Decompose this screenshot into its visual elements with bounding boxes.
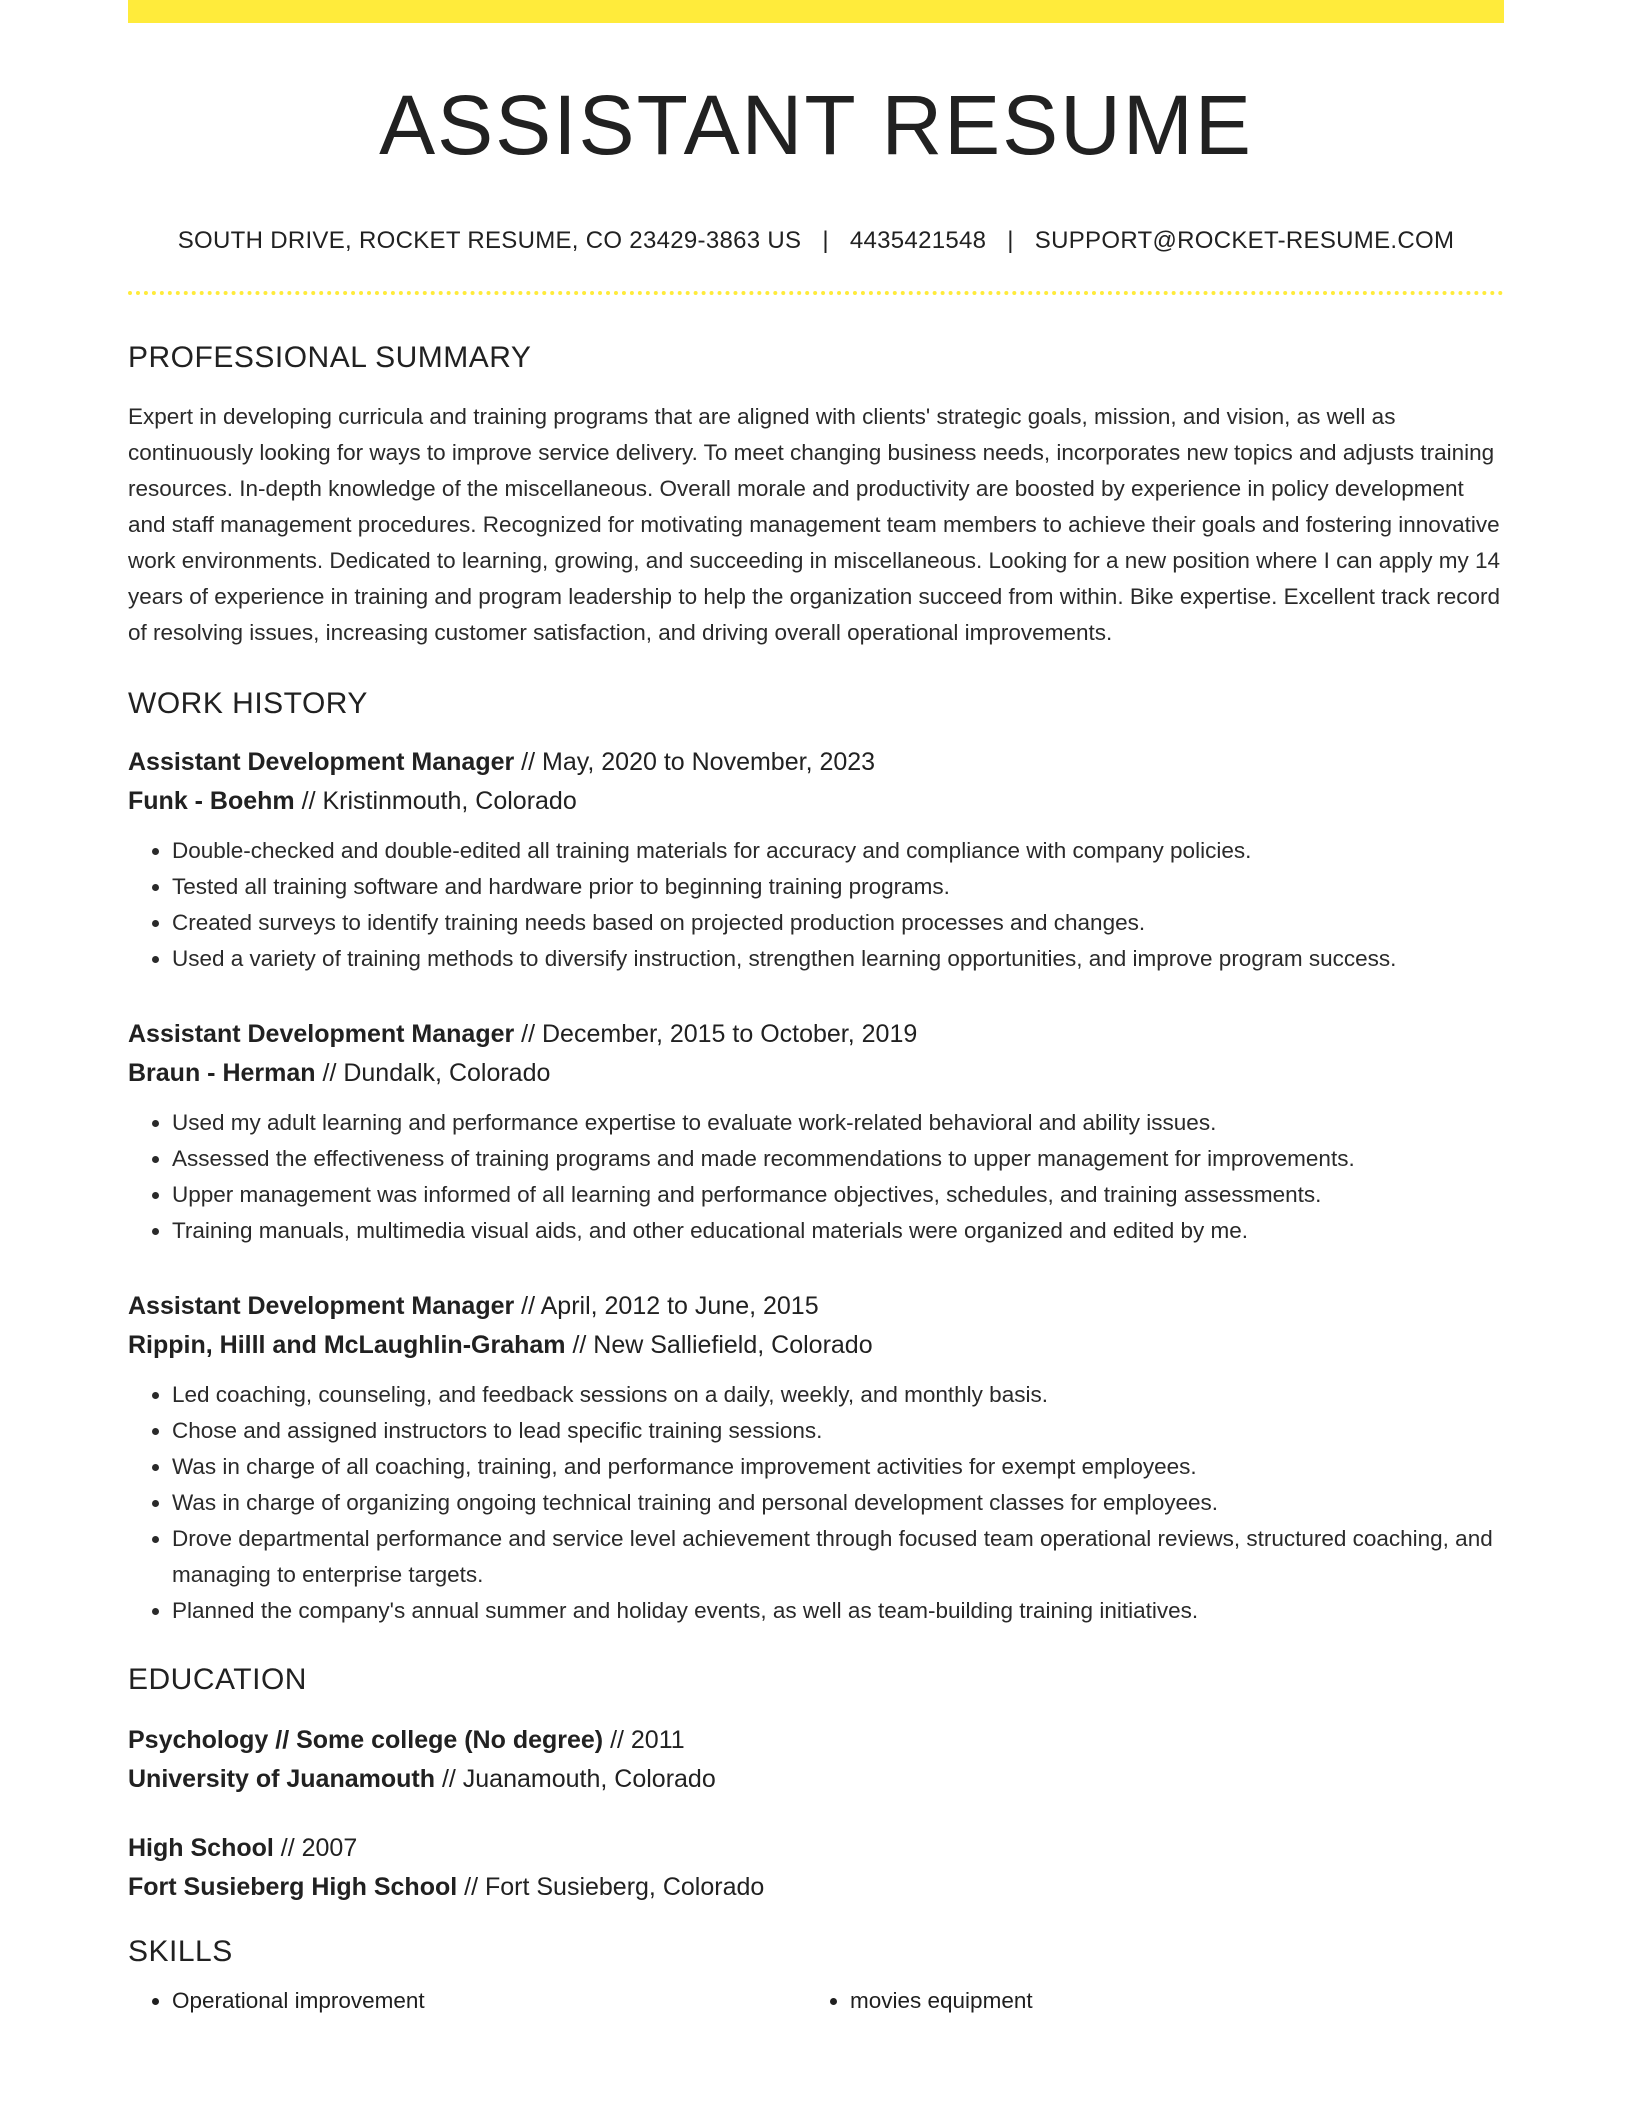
education-entry — [128, 1721, 1504, 1799]
job-location: // Kristinmouth, Colorado — [294, 787, 577, 816]
skills-heading: SKILLS — [128, 1935, 233, 1969]
education-year: // 2007 — [273, 1834, 358, 1863]
education-heading: EDUCATION — [128, 1663, 307, 1697]
job-bullet: • Was in charge of all coaching, training, and performance improvement activities for exempt employees. — [172, 1449, 1504, 1485]
job-company: Braun - Herman — [128, 1059, 316, 1088]
job-bullet: • Drove departmental performance and service level achievement through focused team operational reviews, structured coaching, and managing to enterprise targets. — [172, 1521, 1504, 1593]
skill-item: • movies equipment — [850, 1983, 1484, 2019]
job-bullet: • Created surveys to identify training needs based on projected production processes and changes. — [172, 905, 1504, 941]
skills-column-right — [806, 1983, 1484, 2019]
education-school: Fort Susieberg High School — [128, 1873, 458, 1902]
job-entry — [128, 1287, 1504, 1629]
job-bullet: • Chose and assigned instructors to lead specific training sessions. — [172, 1413, 1504, 1449]
job-dates: // December, 2015 to October, 2019 — [514, 1020, 918, 1049]
job-dates: // May, 2020 to November, 2023 — [514, 748, 876, 777]
education-location: // Fort Susieberg, Colorado — [457, 1873, 765, 1902]
education-degree: High School — [128, 1834, 274, 1863]
job-bullet: • Assessed the effectiveness of training programs and made recommendations to upper management for improvements. — [172, 1141, 1504, 1177]
work-history-heading: WORK HISTORY — [128, 687, 368, 721]
job-title: Assistant Development Manager — [128, 1020, 515, 1049]
contact-email: SUPPORT@ROCKET-RESUME.COM — [1034, 227, 1455, 255]
job-bullet: • Upper management was informed of all learning and performance objectives, schedules, and training assessments. — [172, 1177, 1504, 1213]
contact-separator: | — [1007, 227, 1014, 255]
resume-page — [128, 0, 1504, 2019]
job-entry — [128, 743, 1504, 977]
dotted-divider — [128, 291, 1504, 295]
contact-phone: 4435421548 — [849, 227, 987, 255]
skills-column-left — [128, 1983, 806, 2019]
education-entry — [128, 1829, 1504, 1907]
job-bullets — [128, 1377, 1504, 1629]
job-location: // New Salliefield, Colorado — [565, 1331, 873, 1360]
job-bullet: • Used my adult learning and performance expertise to evaluate work-related behavioral and ability issues. — [172, 1105, 1504, 1141]
skill-item: • Operational improvement — [172, 1983, 806, 2019]
job-bullet: • Led coaching, counseling, and feedback sessions on a daily, weekly, and monthly basis. — [172, 1377, 1504, 1413]
skills-list — [128, 1983, 1504, 2019]
job-company: Rippin, Hilll and McLaughlin-Graham — [128, 1331, 566, 1360]
job-bullet: • Used a variety of training methods to diversify instruction, strengthen learning opportunities, and improve program success. — [172, 941, 1504, 977]
job-bullet: • Planned the company's annual summer and holiday events, as well as team-building training initiatives. — [172, 1593, 1504, 1629]
contact-address: SOUTH DRIVE, ROCKET RESUME, CO 23429-3863 US — [177, 227, 802, 255]
resume-title: ASSISTANT RESUME — [379, 78, 1253, 172]
job-bullet: • Double-checked and double-edited all training materials for accuracy and compliance with company policies. — [172, 833, 1504, 869]
education-year: // 2011 — [603, 1726, 685, 1755]
contact-line — [128, 227, 1504, 255]
education-location: // Juanamouth, Colorado — [435, 1765, 716, 1794]
summary-heading: PROFESSIONAL SUMMARY — [128, 341, 532, 375]
job-title: Assistant Development Manager — [128, 1292, 515, 1321]
job-bullet: • Training manuals, multimedia visual aids, and other educational materials were organized and edited by me. — [172, 1213, 1504, 1249]
summary-text: Expert in developing curricula and training programs that are aligned with clients' strategic goals, mission, and vision, as well as continuously looking for ways to improve service delivery. To meet changing business needs, incorporates new topics and adjusts training resources. In-depth knowledge of the miscellaneous. Overall morale and productivity are boosted by experience in policy development and staff management procedures. Recognized for motivating management team members to achieve their goals and fostering innovative work environments. Dedicated to learning, growing, and succeeding in miscellaneous. Looking for a new position where I can apply my 14 years of experience in training and program leadership to help the organization succeed from within. Bike expertise. Excellent track record of resolving issues, increasing customer satisfaction, and driving overall operational improvements. — [128, 404, 1501, 646]
job-bullets — [128, 833, 1504, 977]
job-location: // Dundalk, Colorado — [315, 1059, 551, 1088]
job-bullet: • Tested all training software and hardware prior to beginning training programs. — [172, 869, 1504, 905]
job-company: Funk - Boehm — [128, 787, 295, 816]
job-title: Assistant Development Manager — [128, 748, 515, 777]
job-dates: // April, 2012 to June, 2015 — [514, 1292, 819, 1321]
top-accent-bar — [128, 0, 1504, 23]
job-entry — [128, 1015, 1504, 1249]
job-bullet: • Was in charge of organizing ongoing technical training and personal development classes for employees. — [172, 1485, 1504, 1521]
education-school: University of Juanamouth — [128, 1765, 435, 1794]
job-bullets — [128, 1105, 1504, 1249]
education-degree: Psychology // Some college (No degree) — [128, 1726, 604, 1755]
contact-separator: | — [822, 227, 829, 255]
